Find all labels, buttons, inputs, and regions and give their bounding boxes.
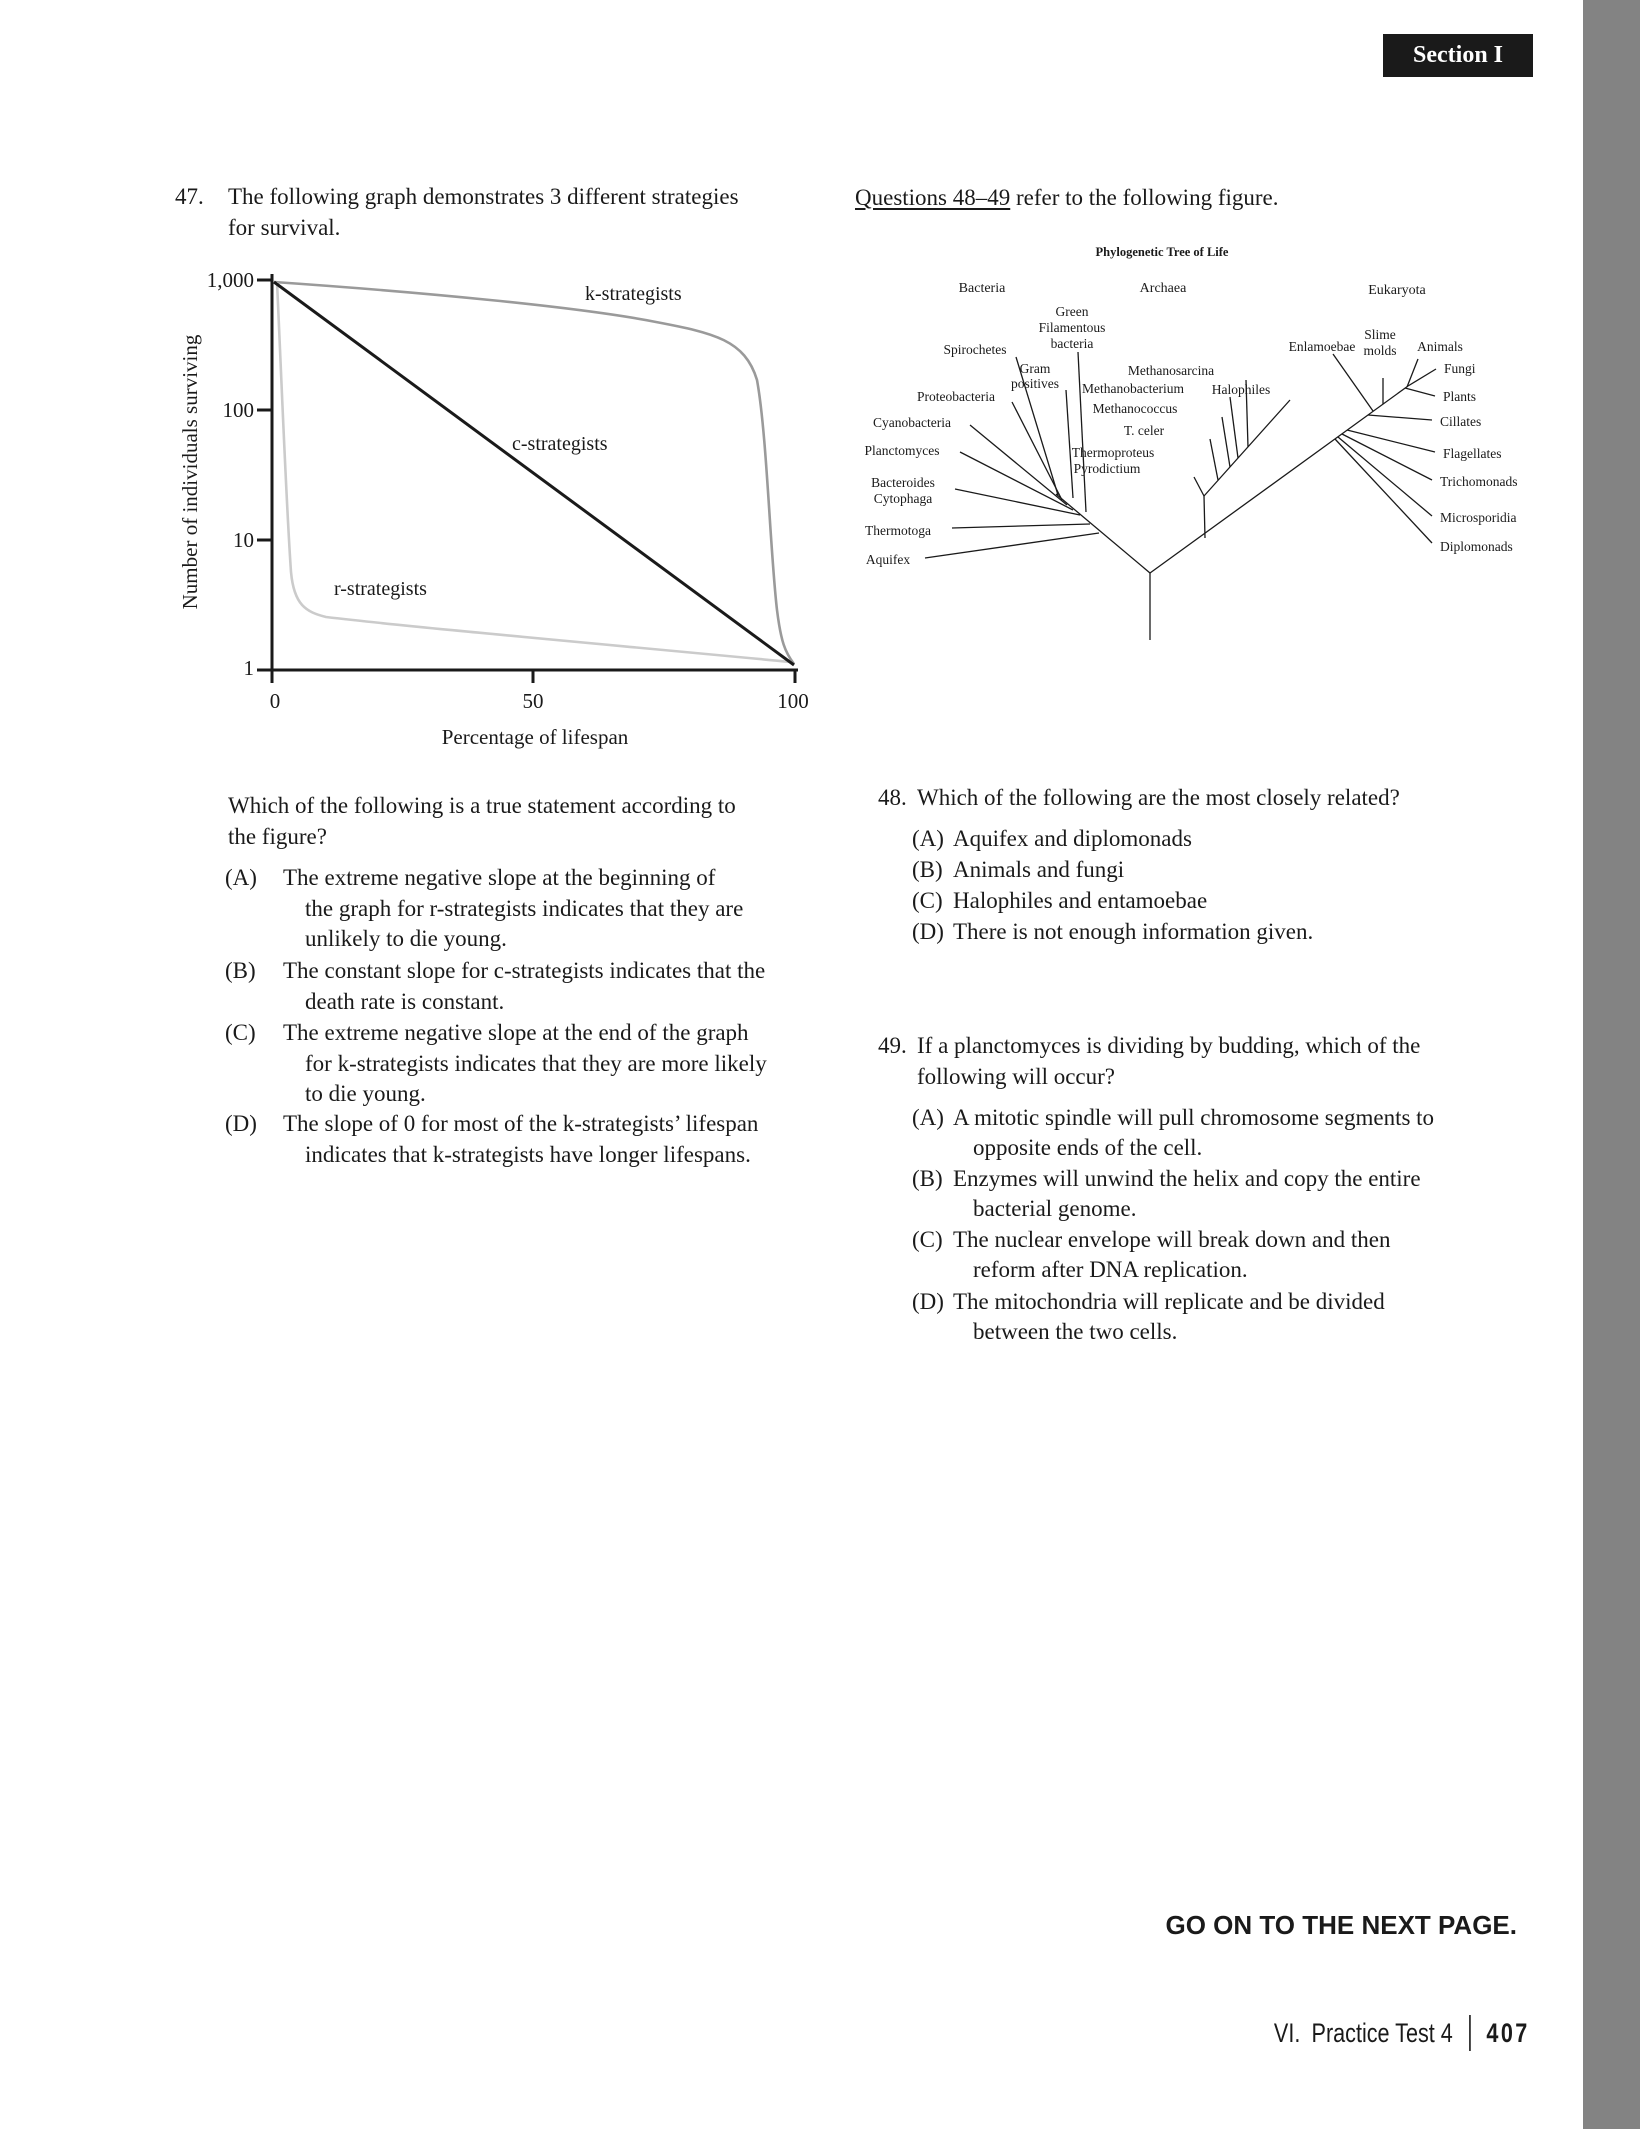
option-letter: (B): [912, 1166, 943, 1191]
tree-branch: [1333, 354, 1373, 411]
x-tick-label: 100: [777, 689, 809, 713]
tree-branch: [1210, 439, 1218, 480]
y-tick-label: 1: [243, 656, 254, 680]
option-letter: (A): [225, 865, 257, 890]
tree-branch: [925, 533, 1099, 558]
q49-stem-line: If a planctomyces is dividing by budding, which of the: [917, 1033, 1421, 1058]
taxon-label: Spirochetes: [943, 342, 1007, 357]
option-letter: (C): [912, 1227, 943, 1252]
page-edge-bar: [1583, 0, 1640, 2129]
taxon-label: Aquifex: [865, 552, 911, 567]
taxon-label: Bacteroides: [871, 475, 935, 490]
tree-branch: [1230, 397, 1238, 458]
option-line: unlikely to die young.: [305, 926, 507, 951]
q48-stem-line: Which of the following are the most closely related?: [917, 785, 1400, 810]
tree-branch: [1347, 430, 1435, 452]
option-line: The extreme negative slope at the beginning of: [283, 865, 716, 890]
taxon-label: Trichomonads: [1440, 474, 1518, 489]
taxon-label: Methanosarcina: [1127, 363, 1215, 378]
taxon-label: Gram: [1019, 361, 1051, 376]
taxon-label: Diplomonads: [1440, 539, 1513, 554]
tree-branch: [1066, 390, 1073, 498]
option-line: bacterial genome.: [973, 1196, 1137, 1221]
curve-c-strategists: [274, 282, 794, 665]
taxon-label: Proteobacteria: [917, 389, 995, 404]
taxon-label: Methanococcus: [1092, 401, 1178, 416]
taxon-label: Thermotoga: [865, 523, 931, 538]
option-line: A mitotic spindle will pull chromosome segments to: [953, 1105, 1435, 1130]
option-letter: (D): [912, 919, 944, 944]
q49-stem-line: following will occur?: [917, 1064, 1116, 1089]
option-letter: (C): [225, 1020, 256, 1045]
taxon-label: molds: [1363, 343, 1397, 358]
option-line: death rate is constant.: [305, 989, 505, 1014]
option-letter: (B): [225, 958, 256, 983]
tree-domain-archaea: Archaea: [1139, 281, 1187, 296]
x-tick-label: 0: [269, 689, 281, 713]
tree-domain-bacteria: Bacteria: [958, 281, 1006, 296]
option-line: The nuclear envelope will break down and then: [953, 1227, 1391, 1252]
q49-number: 49.: [878, 1033, 907, 1058]
tree-branch: [1194, 477, 1204, 496]
taxon-label: Fungi: [1444, 361, 1476, 376]
footer-test-name: Practice Test 4: [1311, 2017, 1454, 2048]
tree-title: Phylogenetic Tree of Life: [1095, 245, 1229, 259]
q47-stem-line: Which of the following is a true statement according to: [228, 793, 736, 818]
tree-branch: [1204, 496, 1205, 538]
tree-branch: [1222, 417, 1230, 467]
tree-branch: [1338, 437, 1432, 516]
option-line: The extreme negative slope at the end of the graph: [283, 1020, 749, 1045]
taxon-label: Cillates: [1440, 414, 1482, 429]
tree-branch: [1368, 415, 1432, 420]
x-tick-label: 50: [522, 689, 544, 713]
taxon-label: Thermoproteus: [1071, 445, 1155, 460]
figure-reference-rest: refer to the following figure.: [1010, 185, 1279, 210]
figure-reference: [855, 182, 1279, 213]
taxon-label: Planctomyces: [864, 443, 940, 458]
x-axis-title: Percentage of lifespan: [441, 725, 629, 749]
q47-stem-line: the figure?: [228, 824, 327, 849]
figure-reference-range: Questions 48–49: [855, 185, 1011, 210]
option-line: The slope of 0 for most of the k-strategists’ lifespan: [283, 1111, 759, 1136]
taxon-label: Cyanobacteria: [873, 415, 951, 430]
tree-domain-eukaryota: Eukaryota: [1368, 283, 1426, 298]
option-line: The constant slope for c-strategists indicates that the: [283, 958, 766, 983]
q47-intro-line: for survival.: [228, 215, 341, 240]
option-letter: (D): [225, 1111, 257, 1136]
taxon-label: Flagellates: [1443, 446, 1502, 461]
x-tick-marks: [272, 670, 795, 683]
taxon-label: Plants: [1443, 389, 1477, 404]
taxon-label: Slime: [1364, 327, 1396, 342]
tree-branch: [1078, 352, 1086, 512]
option-line: Halophiles and entamoebae: [953, 888, 1208, 913]
y-axis-title: Number of individuals surviving: [178, 334, 202, 610]
option-line: reform after DNA replication.: [973, 1257, 1248, 1282]
taxon-label: Microsporidia: [1440, 510, 1517, 525]
tree-branch: [1405, 388, 1435, 396]
option-line: the graph for r-strategists indicates that they are: [305, 896, 744, 921]
taxon-label: Animals: [1417, 339, 1463, 354]
curve-label-k: k-strategists: [585, 283, 682, 305]
option-letter: (D): [912, 1289, 944, 1314]
taxon-label: Enlamoebae: [1288, 339, 1356, 354]
tree-branch: [1342, 434, 1432, 480]
option-line: Enzymes will unwind the helix and copy the entire: [953, 1166, 1421, 1191]
survivorship-graph: [130, 250, 830, 760]
taxon-label: Green: [1055, 304, 1089, 319]
go-on-instruction: GO ON TO THE NEXT PAGE.: [1165, 1910, 1517, 1940]
option-line: There is not enough information given.: [953, 919, 1314, 944]
option-line: between the two cells.: [973, 1319, 1178, 1344]
curve-label-r: r-strategists: [334, 578, 427, 600]
taxon-label: T. celer: [1123, 423, 1165, 438]
option-letter: (A): [912, 826, 944, 851]
tree-branch: [1408, 369, 1436, 386]
q48-number: 48.: [878, 785, 907, 810]
taxon-label: bacteria: [1050, 336, 1094, 351]
option-letter: (C): [912, 888, 943, 913]
taxon-label: Halophiles: [1211, 382, 1271, 397]
section-badge: Section I: [1383, 34, 1533, 77]
q47-intro-line: The following graph demonstrates 3 different strategies: [228, 184, 739, 209]
option-line: Aquifex and diplomonads: [953, 826, 1192, 851]
tree-branch: [1056, 494, 1150, 573]
option-line: for k-strategists indicates that they are more likely: [305, 1051, 767, 1076]
q47-number: 47.: [175, 184, 204, 209]
taxon-label: Cytophaga: [873, 491, 933, 506]
y-tick-label: 10: [233, 528, 254, 552]
footer-divider: [1469, 2015, 1471, 2051]
footer-volume: VI.: [1274, 2017, 1301, 2048]
tree-branch: [1150, 386, 1408, 573]
option-letter: (B): [912, 857, 943, 882]
phylogenetic-tree-figure: [840, 240, 1550, 660]
tree-branch: [955, 489, 1080, 515]
curve-label-c: c-strategists: [512, 433, 608, 455]
tree-branch: [952, 524, 1090, 528]
y-tick-label: 1,000: [206, 268, 254, 292]
y-tick-label: 100: [222, 398, 254, 422]
option-line: opposite ends of the cell.: [973, 1135, 1203, 1160]
taxon-label: positives: [1010, 376, 1060, 391]
option-line: The mitochondria will replicate and be divided: [953, 1289, 1385, 1314]
footer-page-number: 407: [1486, 2017, 1530, 2048]
option-line: Animals and fungi: [953, 857, 1125, 882]
option-line: to die young.: [305, 1081, 426, 1106]
taxon-label: Methanobacterium: [1082, 381, 1184, 396]
taxon-label: Pyrodictium: [1073, 461, 1141, 476]
taxon-label: Filamentous: [1038, 320, 1106, 335]
y-tick-marks: [257, 280, 272, 670]
page-footer: [1274, 2015, 1530, 2051]
option-line: indicates that k-strategists have longer lifespans.: [305, 1142, 751, 1167]
option-letter: (A): [912, 1105, 944, 1130]
